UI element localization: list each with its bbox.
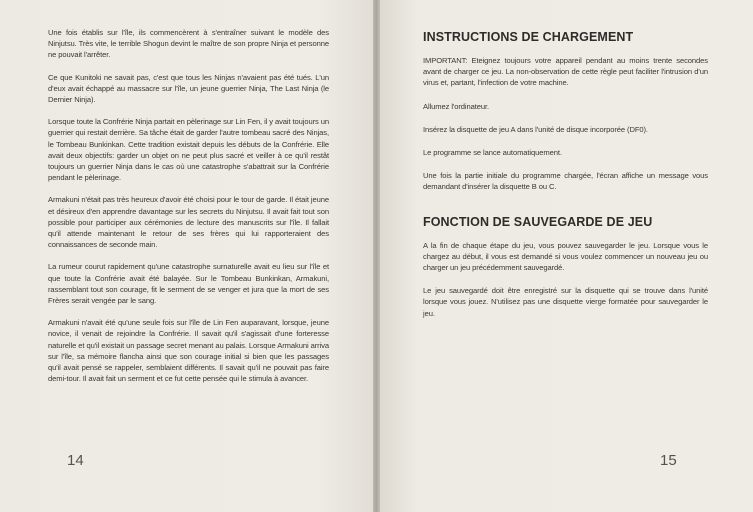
book-gutter — [373, 0, 380, 512]
right-page-body — [423, 30, 708, 331]
left-page — [0, 0, 373, 512]
paragraph: Une fois établis sur l'île, ils commencèrent à s'entraîner suivant le modèle des Ninjutsu. Très vite, le terrible Shogun devint le maître de son propre Ninja et personne ne pouvait l'arrêter. — [48, 28, 329, 60]
paragraph: IMPORTANT: Eteignez toujours votre appareil pendant au moins trente secondes avant de charger ce jeu. La non-observation de cette règle peut faciliter l'intrusion d'un virus et, partant, l'infection de votre machine. — [423, 56, 708, 88]
paragraph: Le jeu sauvegardé doit être enregistré sur la disquette qui se trouve dans l'unité lorsque vous jouez. N'utilisez pas une disquette vierge formatée pour sauvegarder le jeu. — [423, 286, 708, 318]
left-page-body — [48, 27, 329, 395]
section-heading-save: FONCTION DE SAUVEGARDE DE JEU — [423, 214, 653, 229]
page-number: 15 — [660, 452, 677, 469]
paragraph: Lorsque toute la Confrérie Ninja partait en pèlerinage sur Lin Fen, il y avait toujours un guerrier qui restait derrière. Sa tâche était de garder l'autre tombeau sacré des Ninjas, le Tombeau Bunkinkan. Cette tradition existait depuis les débuts de la Confrérie. Elle avait deux objectifs: garder un objet on ne peut plus sacré et veiller à ce qu'il restât toujours un guerrier Ninja dans le cas où une catastrophe s'abattrait sur la Confrérie pendant le pèlerinage. — [48, 117, 329, 183]
paragraph: Armakuni n'était pas très heureux d'avoir été choisi pour le tour de garde. Il était jeune et désireux d'en apprendre davantage sur les secrets du Ninjutsu. Il avait fait tout son possible pour participer aux cérémonies de lecture des manuscrits sur l'île. Il fallait qu'il attende maintenant le retour de ses frères qui lui rapporteraient des connaissances de seconde main. — [48, 195, 329, 250]
paragraph: Une fois la partie initiale du programme chargée, l'écran affiche un message vous demandant d'insérer la disquette B ou C. — [423, 171, 708, 192]
paragraph: A la fin de chaque étape du jeu, vous pouvez sauvegarder le jeu. Lorsque vous le chargez au début, il vous est demandé si vous voulez commencer un nouveau jeu ou charger un jeu précédemment sauvegardé. — [423, 240, 708, 273]
paragraph: Le programme se lance automatiquement. — [423, 148, 562, 158]
paragraph: Insérez la disquette de jeu A dans l'unité de disque incorporée (DF0). — [423, 124, 648, 134]
section-heading-loading: INSTRUCTIONS DE CHARGEMENT — [423, 30, 634, 44]
page-number: 14 — [67, 452, 84, 469]
paragraph: La rumeur courut rapidement qu'une catastrophe surnaturelle avait eu lieu sur l'île et que toute la Confrérie avait été balayée. Sur le Tombeau Bunkinkan, Armakuni, rassemblant tout son courage, fit le serment de se venger et jura que la mort de ses Frères serait vengée par le sang. — [48, 262, 329, 306]
paragraph: Armakuni n'avait été qu'une seule fois sur l'île de Lin Fen auparavant, lorsque, jeune novice, il venait de rejoindre la Confrérie. Il savait qu'il s'agissait d'une forteresse naturelle et qu'il existait un passage secret menant au palais. Lorsque Armakuni arriva sur l'île, sa mémoire flancha ainsi que son courage initial si bien que les passages qu'il avait pensé se rappeler, semblaient différents. Il savait qu'il ne pouvait pas faire demi-tour. Il avait fait un serment et ce fut cette pensée qui le stimula à avancer. — [48, 318, 329, 384]
right-page — [380, 0, 753, 512]
paragraph: Ce que Kunitoki ne savait pas, c'est que tous les Ninjas n'avaient pas été tués. L'un d'eux avait échappé au massacre sur l'île, un jeune guerrier Ninja, The Last Ninja (le Dernier Ninja). — [48, 72, 329, 105]
paragraph: Allumez l'ordinateur. — [423, 101, 490, 111]
